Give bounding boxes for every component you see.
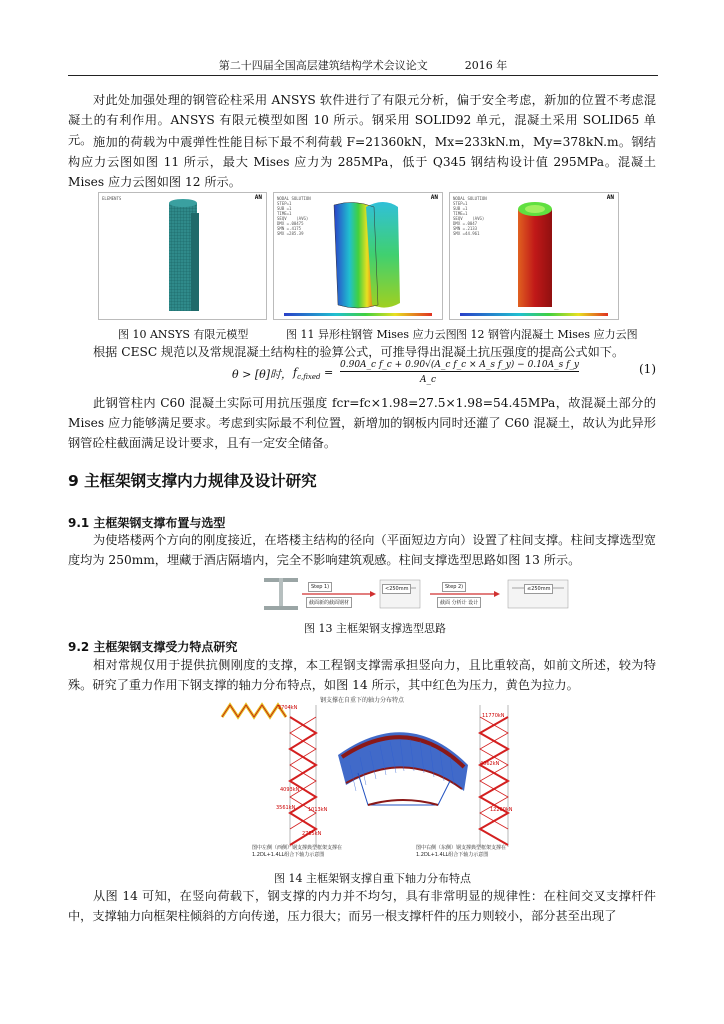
force-label-2: 4093kN bbox=[280, 787, 300, 793]
fig11-info: NODAL SOLUTION STEP=1 SUB =1 TIME=1 SEQV (AVG) DMX =.00475 SMN =.4175 SMX =285.39 bbox=[277, 196, 311, 236]
step-1-label: Step 1) bbox=[308, 582, 332, 592]
force-label-7: 4062kN bbox=[480, 761, 500, 767]
step-2-text: 截面 分析计 设计 bbox=[437, 597, 481, 608]
page-header bbox=[68, 57, 658, 76]
force-label-6: 11770kN bbox=[482, 713, 505, 719]
caption-figure-10: 图 10 ANSYS 有限元模型 bbox=[118, 328, 249, 341]
figure-11-steel-stress bbox=[273, 192, 443, 320]
force-label-1: 3704kN bbox=[278, 705, 298, 711]
fe-mesh-column-image bbox=[99, 193, 266, 319]
section-heading-9: 9 主框架钢支撑内力规律及设计研究 bbox=[68, 472, 317, 490]
paragraph-load-case: 施加的荷载为中震弹性性能目标下最不利荷载 F=21360kN，Mx=233kN.m，My=378kN.m。钢结构应力云图如图 11 所示，最大 Mises 应力为 285MPa，低于 Q345 钢结构设计值 295MPa。混凝土 Mises 应力云图如图 12 所示。 bbox=[68, 135, 656, 189]
force-label-5: 2785kN bbox=[302, 831, 322, 837]
caption-figure-11: 图 11 异形柱钢管 Mises 应力云图 bbox=[286, 328, 457, 341]
equation-number: (1) bbox=[639, 362, 656, 376]
ansys-logo: AN bbox=[254, 194, 262, 201]
force-label-4: 1013kN bbox=[308, 807, 328, 813]
equation-numerator: 0.90A_c f_c + 0.90√(A_c f_c × A_s f_y) − 0.10A_s f_y bbox=[340, 360, 579, 370]
figure-13-brace-selection bbox=[262, 574, 626, 616]
figure-14-right-note: 图中右侧（东侧）钢支撑典型框架支撑在 1.2DL+1.4LL组合下轴力示意图 bbox=[416, 845, 507, 858]
equation-condition: θ > [θ]时， bbox=[232, 368, 293, 381]
ansys-logo: AN bbox=[606, 194, 614, 201]
equation-denominator: A_c bbox=[420, 375, 437, 385]
figure-10-ansys-model bbox=[98, 192, 267, 320]
step-2-label: Step 2) bbox=[442, 582, 466, 592]
figure-14-left-note: 图中左侧（西侧）钢支撑典型框架支撑在 1.2DL+1.4LL组合下轴力示意图 bbox=[252, 845, 343, 858]
figure-14-axial-force bbox=[218, 695, 522, 863]
fig12-info: NODAL SOLUTION STEP=1 SUB =1 TIME=1 SEQV (AVG) DMX =.0047 SMN =.2133 SMX =44.961 bbox=[453, 196, 487, 236]
figure-12-concrete-stress bbox=[449, 192, 619, 320]
section-heading-9-2: 9.2 主框架钢支撑受力特点研究 bbox=[68, 640, 238, 654]
caption-figure-14: 图 14 主框架钢支撑自重下轴力分布特点 bbox=[274, 872, 471, 885]
step-1-text: 截面新的截面钢材 bbox=[306, 597, 352, 608]
fig10-info: ELEMENTS bbox=[102, 196, 122, 201]
paragraph-brace-layout: 为使塔楼两个方向的刚度接近，在塔楼主结构的径向（平面短边方向）设置了柱间支撑。柱间支撑选型宽度均为 250mm，埋藏于酒店隔墙内，完全不影响建筑观感。柱间支撑选型思路如图 13 所示。 bbox=[68, 533, 656, 567]
paragraph-concrete-check: 此钢管柱内 C60 混凝土实际可用抗压强度 fcr=fc×1.98=27.5×1.98=54.45MPa，故混凝土部分的 Mises 应力能够满足要求。考虑到实际最不利位置，新增加的钢板内同时还灌了 C60 混凝土，故认为此异形钢管砼柱截面满足设计要求，且有一定安全储备。 bbox=[68, 396, 656, 450]
dim-2-label: ≤250mm bbox=[524, 584, 553, 594]
brace-selection-diagram bbox=[262, 574, 626, 616]
caption-figure-13: 图 13 主框架钢支撑选型思路 bbox=[304, 622, 446, 635]
axial-force-diagram bbox=[218, 695, 522, 863]
conference-title: 第二十四届全国高层建筑结构学术会议论文 bbox=[218, 59, 428, 72]
paragraph-formula-intro: 根据 CESC 规范以及常规混凝土结构柱的验算公式，可推导得出混凝土抗压强度的提高公式如下。 bbox=[93, 345, 625, 359]
force-label-3: 3561kN bbox=[276, 805, 296, 811]
section-heading-9-1: 9.1 主框架钢支撑布置与选型 bbox=[68, 516, 226, 530]
paragraph-brace-force: 相对常规仅用于提供抗侧刚度的支撑，本工程钢支撑需承担竖向力，且比重较高，如前文所述，较为特殊。研究了重力作用下钢支撑的轴力分布特点，如图 14 所示，其中红色为压力，黄色为拉力。 bbox=[68, 658, 656, 692]
paragraph-force-distribution: 从图 14 可知，在竖向荷载下，钢支撑的内力并不均匀，具有非常明显的规律性：在柱间交叉支撑杆件中，支撑轴力向框架柱倾斜的方向传递，压力很大；而另一根支撑杆件的压力则较小，部分甚至出现了 bbox=[68, 889, 656, 923]
equation-lhs: $f_{c,fixed}$ = bbox=[293, 366, 334, 382]
paragraph-ansys-intro: 对此处加强处理的钢管砼柱采用 ANSYS 软件进行了有限元分析，偏于安全考虑，新加的位置不考虑混凝土的有利作用。ANSYS 有限元模型如图 10 所示。钢采用 SOLID92 单元，混凝土采用 SOLID65 单元。 bbox=[68, 93, 656, 147]
dim-1-label: <250mm bbox=[382, 584, 411, 594]
force-label-8: 12260kN bbox=[490, 807, 513, 813]
figure-14-title: 钢支撑在自重下的轴力分布特点 bbox=[320, 697, 405, 704]
ansys-logo: AN bbox=[430, 194, 438, 201]
conference-year: 2016 年 bbox=[464, 59, 508, 72]
caption-figure-12: 图 12 钢管内混凝土 Mises 应力云图 bbox=[456, 328, 638, 341]
